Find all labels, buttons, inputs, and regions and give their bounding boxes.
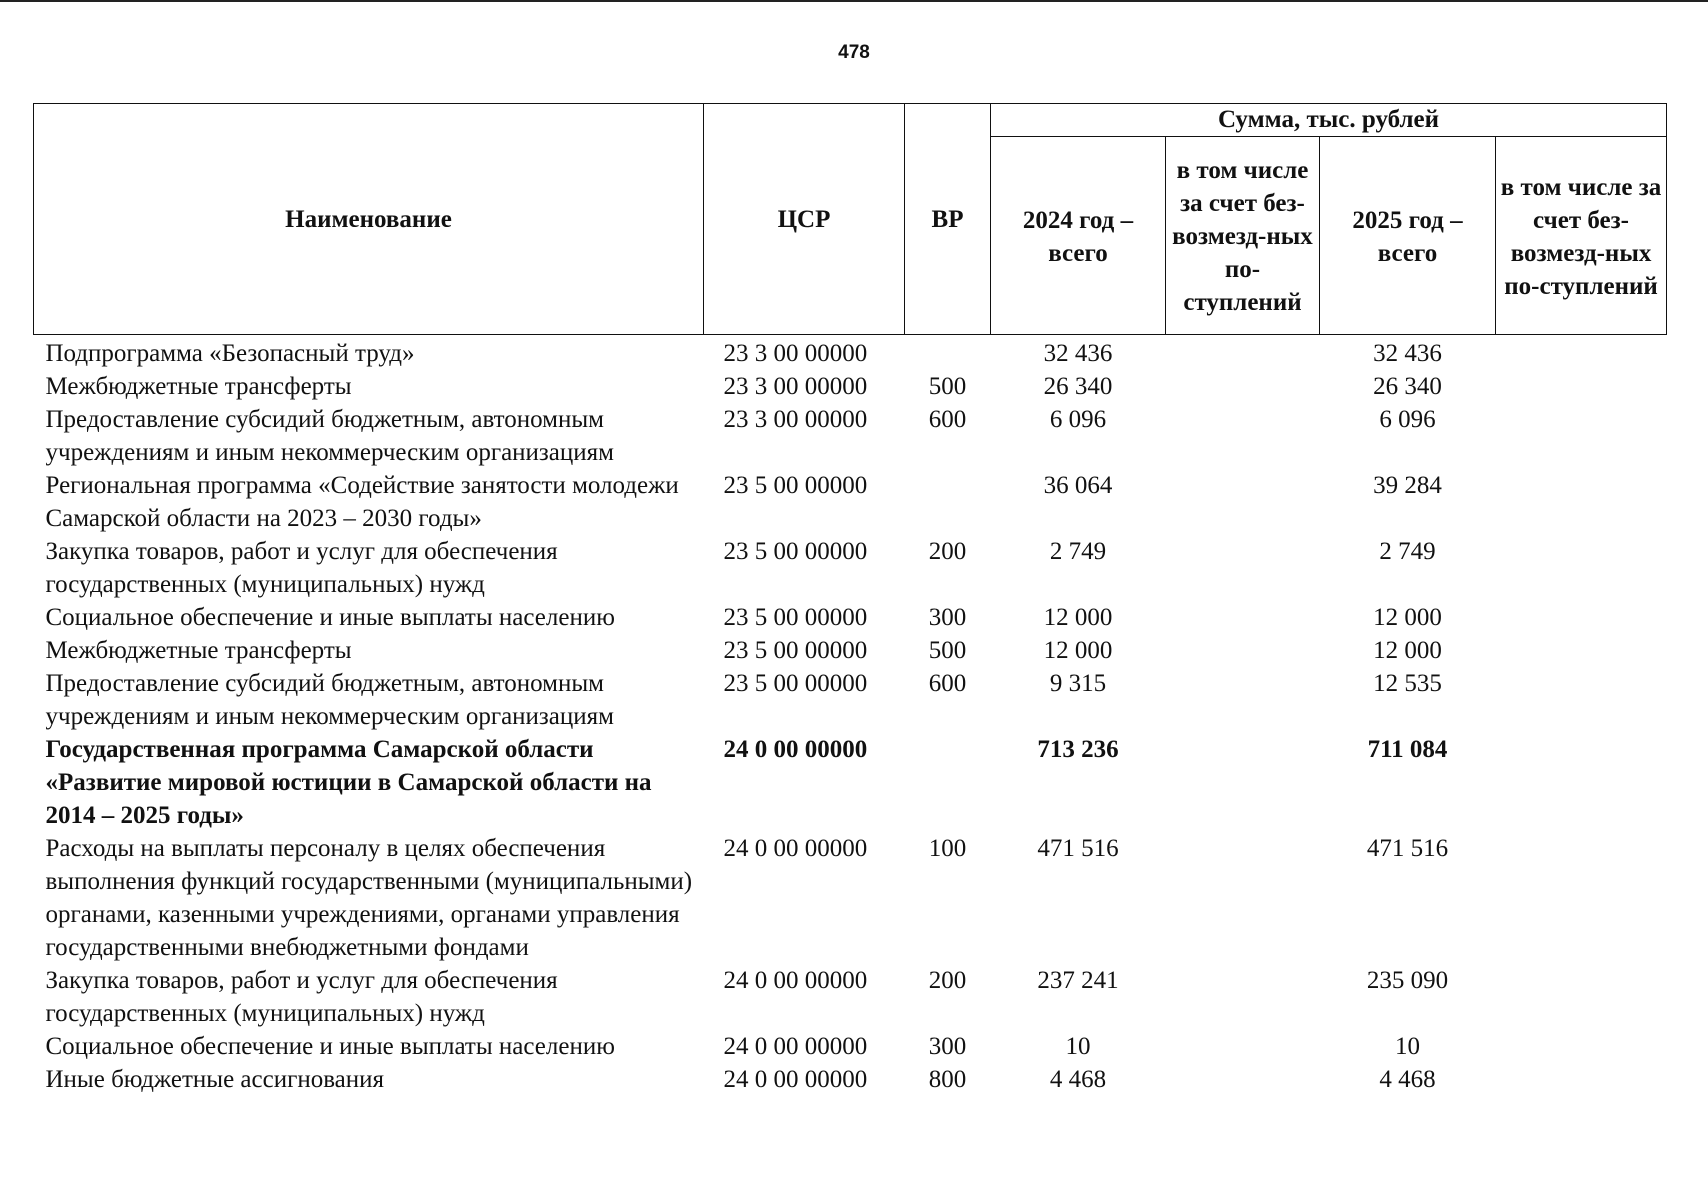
cell-csr: 23 3 00 00000 bbox=[723, 373, 868, 400]
cell-vr bbox=[905, 733, 991, 832]
table-row bbox=[34, 335, 1667, 371]
cell-2024-free bbox=[1166, 964, 1320, 1030]
cell-2024-total: 10 bbox=[1065, 1033, 1091, 1060]
cell-2025-total: 10 bbox=[1395, 1033, 1420, 1060]
table-row bbox=[34, 634, 1667, 667]
header-2024-total: 2024 год – всего bbox=[991, 137, 1166, 335]
cell-2024-total: 2 749 bbox=[1049, 538, 1107, 565]
cell-2024-total: 9 315 bbox=[1049, 670, 1107, 697]
cell-name: Закупка товаров, работ и услуг для обеспечения государственных (муниципальных) нужд bbox=[45, 538, 558, 598]
cell-vr: 200 bbox=[928, 538, 967, 565]
cell-vr: 500 bbox=[928, 637, 967, 664]
cell-csr: 23 3 00 00000 bbox=[723, 406, 868, 433]
cell-2025-total: 39 284 bbox=[1373, 472, 1442, 499]
cell-2025-free bbox=[1496, 535, 1667, 601]
cell-vr bbox=[905, 469, 991, 535]
budget-table bbox=[33, 103, 1667, 1096]
cell-2024-free bbox=[1166, 1030, 1320, 1063]
cell-vr: 300 bbox=[928, 1033, 967, 1060]
cell-name: Межбюджетные трансферты bbox=[45, 637, 352, 664]
cell-2024-total: 12 000 bbox=[1043, 604, 1113, 631]
table-row bbox=[34, 1030, 1667, 1063]
cell-2025-free bbox=[1496, 964, 1667, 1030]
cell-2025-total: 32 436 bbox=[1373, 340, 1442, 367]
cell-2024-total: 4 468 bbox=[1049, 1066, 1107, 1093]
cell-vr: 100 bbox=[928, 835, 967, 862]
cell-2024-free bbox=[1166, 733, 1320, 832]
table-row bbox=[34, 535, 1667, 601]
cell-2024-free bbox=[1166, 370, 1320, 403]
cell-csr: 24 0 00 00000 bbox=[723, 1066, 868, 1093]
cell-name: Региональная программа «Содействие занятости молодежи Самарской области на 2023 – 2030 годы» bbox=[45, 472, 679, 532]
cell-vr: 500 bbox=[928, 373, 967, 400]
cell-2024-free bbox=[1166, 403, 1320, 469]
cell-2024-total: 6 096 bbox=[1049, 406, 1107, 433]
header-name: Наименование bbox=[34, 104, 704, 335]
cell-2025-free bbox=[1496, 667, 1667, 733]
cell-name: Предоставление субсидий бюджетным, автономным учреждениям и иным некоммерческим организациям bbox=[45, 406, 614, 466]
cell-2025-free bbox=[1496, 601, 1667, 634]
cell-2024-total: 12 000 bbox=[1043, 637, 1113, 664]
header-2024-free: в том числе за счет без-возмезд-ных по-ступлений bbox=[1166, 137, 1320, 335]
cell-2025-free bbox=[1496, 733, 1667, 832]
cell-2025-free bbox=[1496, 832, 1667, 964]
cell-csr: 23 3 00 00000 bbox=[723, 340, 868, 367]
table-row bbox=[34, 733, 1667, 832]
cell-2025-total: 711 084 bbox=[1367, 736, 1448, 763]
cell-2024-free bbox=[1166, 469, 1320, 535]
cell-vr: 600 bbox=[928, 670, 967, 697]
cell-2025-total: 235 090 bbox=[1366, 967, 1449, 994]
cell-vr bbox=[905, 335, 991, 371]
cell-2025-free bbox=[1496, 1063, 1667, 1096]
header-csr: ЦСР bbox=[704, 104, 905, 335]
cell-2024-total: 237 241 bbox=[1037, 967, 1119, 994]
cell-2025-free bbox=[1496, 469, 1667, 535]
cell-csr: 24 0 00 00000 bbox=[723, 967, 868, 994]
table-row bbox=[34, 964, 1667, 1030]
cell-csr: 24 0 00 00000 bbox=[723, 736, 868, 763]
cell-2025-total: 12 000 bbox=[1373, 604, 1442, 631]
header-2025-total: 2025 год – всего bbox=[1320, 137, 1496, 335]
cell-csr: 23 5 00 00000 bbox=[723, 604, 868, 631]
cell-name: Предоставление субсидий бюджетным, автономным учреждениям и иным некоммерческим организациям bbox=[45, 670, 614, 730]
header-2025-free: в том числе за счет без-возмезд-ных по-ступлений bbox=[1496, 137, 1667, 335]
cell-2025-total: 6 096 bbox=[1379, 406, 1436, 433]
table-row bbox=[34, 469, 1667, 535]
table-row bbox=[34, 832, 1667, 964]
cell-2024-total: 26 340 bbox=[1043, 373, 1113, 400]
cell-name: Иные бюджетные ассигнования bbox=[45, 1066, 385, 1093]
cell-csr: 23 5 00 00000 bbox=[723, 538, 868, 565]
table-row bbox=[34, 601, 1667, 634]
cell-name: Подпрограмма «Безопасный труд» bbox=[45, 340, 415, 367]
header-sum-group: Сумма, тыс. рублей bbox=[991, 104, 1667, 137]
cell-name: Закупка товаров, работ и услуг для обеспечения государственных (муниципальных) нужд bbox=[45, 967, 558, 1027]
table-row bbox=[34, 667, 1667, 733]
cell-2024-free bbox=[1166, 335, 1320, 371]
cell-2025-total: 2 749 bbox=[1379, 538, 1436, 565]
cell-2024-free bbox=[1166, 634, 1320, 667]
cell-2024-free bbox=[1166, 601, 1320, 634]
cell-name: Межбюджетные трансферты bbox=[45, 373, 352, 400]
cell-2024-free bbox=[1166, 1063, 1320, 1096]
cell-2025-free bbox=[1496, 1030, 1667, 1063]
cell-2025-total: 12 535 bbox=[1373, 670, 1442, 697]
cell-2024-total: 471 516 bbox=[1037, 835, 1119, 862]
cell-vr: 300 bbox=[928, 604, 967, 631]
table-row bbox=[34, 370, 1667, 403]
cell-2025-total: 26 340 bbox=[1373, 373, 1442, 400]
cell-csr: 24 0 00 00000 bbox=[723, 835, 868, 862]
cell-2024-free bbox=[1166, 667, 1320, 733]
cell-2024-total: 36 064 bbox=[1043, 472, 1113, 499]
cell-csr: 24 0 00 00000 bbox=[723, 1033, 868, 1060]
table-body bbox=[34, 335, 1667, 1097]
table-row bbox=[34, 403, 1667, 469]
header-vr: ВР bbox=[905, 104, 991, 335]
cell-2024-free bbox=[1166, 535, 1320, 601]
cell-2025-total: 471 516 bbox=[1366, 835, 1449, 862]
cell-2025-free bbox=[1496, 634, 1667, 667]
cell-vr: 600 bbox=[928, 406, 967, 433]
cell-vr: 800 bbox=[928, 1066, 967, 1093]
cell-2025-total: 12 000 bbox=[1373, 637, 1442, 664]
page-top-border bbox=[0, 0, 1708, 2]
cell-name: Государственная программа Самарской области «Развитие мировой юстиции в Самарской области на 2014 – 2025 годы» bbox=[45, 736, 652, 829]
cell-2025-free bbox=[1496, 335, 1667, 371]
cell-2024-total: 32 436 bbox=[1043, 340, 1113, 367]
cell-vr: 200 bbox=[928, 967, 967, 994]
cell-csr: 23 5 00 00000 bbox=[723, 670, 868, 697]
cell-2024-free bbox=[1166, 832, 1320, 964]
cell-name: Расходы на выплаты персоналу в целях обеспечения выполнения функций государственными (муниципальными) органами, казенными учреждениями, органами управления государственными внебюджетными фондами bbox=[45, 835, 693, 961]
cell-2025-free bbox=[1496, 370, 1667, 403]
cell-csr: 23 5 00 00000 bbox=[723, 472, 868, 499]
cell-name: Социальное обеспечение и иные выплаты населению bbox=[45, 1033, 615, 1060]
cell-2025-free bbox=[1496, 403, 1667, 469]
cell-name: Социальное обеспечение и иные выплаты населению bbox=[45, 604, 615, 631]
cell-2025-total: 4 468 bbox=[1379, 1066, 1436, 1093]
table-header bbox=[34, 104, 1667, 335]
cell-2024-total: 713 236 bbox=[1037, 736, 1119, 763]
table-row bbox=[34, 1063, 1667, 1096]
cell-csr: 23 5 00 00000 bbox=[723, 637, 868, 664]
page-number: 478 bbox=[838, 42, 870, 63]
